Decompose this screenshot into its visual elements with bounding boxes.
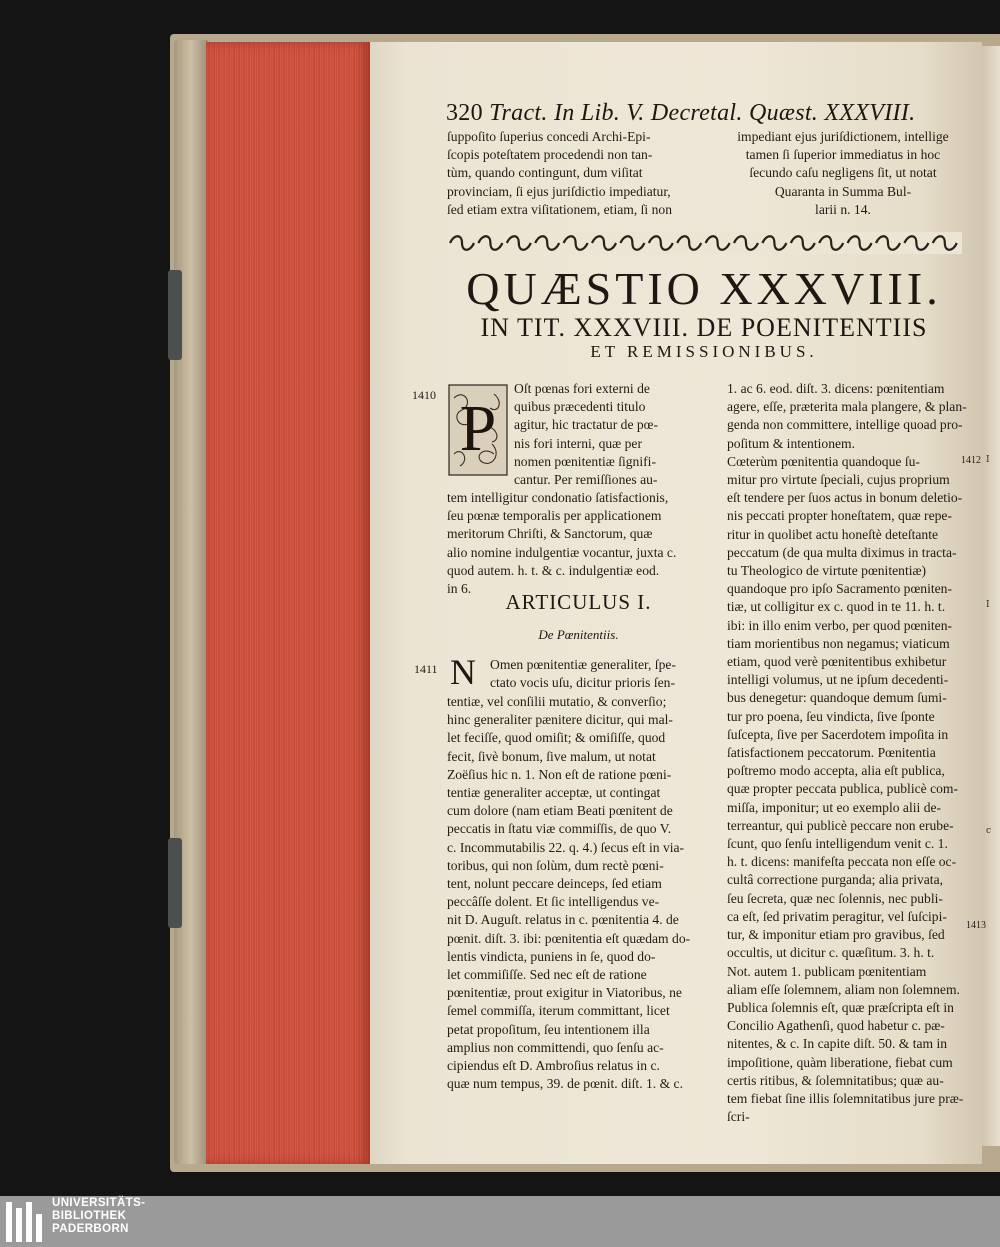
- text-line: meritorum Chriſti, & Sanctorum, quæ: [447, 526, 653, 542]
- text-line: aliam eſſe ſolemnem, aliam non ſolemnem.: [727, 981, 960, 997]
- text-line: tentiæ generaliter acceptæ, ut contingat: [447, 785, 661, 801]
- top-right-text: [720, 128, 966, 219]
- marginal-number-1412: 1412: [961, 455, 981, 466]
- clasp-bottom: [168, 838, 182, 928]
- text-line: tiæ, ut colligitur ex c. quod in te 11. h. t.: [727, 599, 946, 615]
- facing-page-sliver: [982, 46, 1000, 1146]
- paragraph-1411-first-lines: [490, 656, 712, 692]
- text-line: quæ propter peccata publica, publicè com-: [727, 781, 959, 797]
- text-line: h. t. dicens: manifeſta peccata non eſſe oc-: [727, 854, 957, 870]
- text-line: ſeu ſecreta, quæ nec ſolennis, nec publi-: [727, 890, 943, 906]
- text-line: genda non committere, intellige quoad pro-: [727, 417, 963, 433]
- question-title: QUÆSTIO XXXVIII.: [466, 263, 942, 314]
- clasp-top: [168, 270, 182, 360]
- text-line: ſed etiam extra viſitationem, etiam, ſi non: [447, 201, 672, 217]
- footer-bar: [0, 1196, 1000, 1247]
- text-line: quibus præcedenti titulo: [514, 399, 646, 415]
- text-line: pœnitentiæ, prout exigitur in Viatoribus, ne: [447, 985, 682, 1001]
- library-line-3: PADERBORN: [52, 1223, 129, 1235]
- text-line: ſuppoſito ſuperius concedi Archi-Epi-: [447, 129, 651, 144]
- text-line: ſcopis poteſtatem procedendi non tan-: [447, 147, 653, 163]
- text-line: fecit, ſivè bonum, ſive malum, ut notat: [447, 748, 656, 764]
- ornament-band: [446, 232, 962, 254]
- text-line: tu Theologico de virtute pœnitentiæ): [727, 563, 927, 579]
- text-line: ſemel commiſſa, iterum committant, licet: [447, 1003, 670, 1019]
- top-left-text: [447, 128, 709, 219]
- text-line: tent, nolunt peccare deinceps, ſed etiam: [447, 876, 662, 892]
- red-page-edges: [206, 42, 370, 1164]
- text-line: c. Incommutabilis 22. q. 4.) ſecus eſt in via-: [447, 839, 685, 855]
- text-line: in 6.: [447, 581, 472, 597]
- initial-n: N: [450, 652, 476, 692]
- text-line: cultâ correctione purganda; alia privata,: [727, 872, 944, 888]
- text-line: hinc generaliter pænitere dicitur, qui mal-: [447, 712, 673, 728]
- text-line: mitur pro virtute ſpeciali, cujus proprium: [727, 472, 950, 488]
- text-line: ſcri-: [727, 1109, 750, 1125]
- text-line: larii n. 14.: [815, 201, 871, 217]
- text-line: etiam, quod verè pœnitentibus exhibetur: [727, 654, 947, 670]
- text-line: occultis, ut dicitur c. quæſitum. 3. h. t.: [727, 945, 935, 961]
- text-line: nomen pœnitentiæ ſignifi-: [514, 453, 656, 469]
- initial-letter: P: [459, 392, 497, 465]
- text-line: nitentes, & c. In capite diſt. 50. & tam in: [727, 1036, 948, 1052]
- library-name: [52, 1197, 145, 1236]
- text-line: impediant ejus juriſdictionem, intellige: [737, 129, 949, 144]
- text-line: agere, eſſe, præterita mala plangere, & plan-: [727, 399, 967, 415]
- text-line: cipiendus eſt D. Ambroſius relatus in c.: [447, 1058, 660, 1074]
- text-line: tentiæ, vel conſilii mutatio, & converſio;: [447, 694, 667, 709]
- text-line: tur pro poena, ſeu vindicta, ſive ſponte: [727, 708, 935, 724]
- text-line: Oſt pœnas fori externi de: [514, 381, 650, 396]
- library-line-2: BIBLIOTHEK: [52, 1210, 127, 1222]
- text-line: bus denegetur: quandoque demum ſumi-: [727, 690, 947, 706]
- articulus-subheading: De Pœnitentiis.: [538, 627, 619, 642]
- text-line: tur, & imponitur etiam pro gravibus, ſed: [727, 927, 945, 943]
- running-title: Tract. In Lib. V. Decretal. Quæst. XXXVIII.: [489, 100, 916, 126]
- text-line: eſt tendere per ſuos actus in bonum deletio-: [727, 490, 963, 506]
- paragraph-1410-beside-initial: [514, 380, 710, 489]
- text-line: toribus, qui non ſolùm, dum rectè pœni-: [447, 857, 664, 873]
- title-line-2: ET REMISSIONIBUS.: [590, 342, 818, 361]
- text-line: ſatisfactionem peccatorum. Pœnitentia: [727, 745, 936, 761]
- text-line: terreantur, qui publicè peccare non erube-: [727, 817, 954, 833]
- text-line: miſſa, imponitur; ut eo exemplo alii de-: [727, 799, 942, 815]
- text-line: ritur in quolibet actu honeſtè deteſtante: [727, 526, 939, 542]
- text-line: tiam morientibus non negamus; viaticum: [727, 635, 950, 651]
- text-line: agitur, hic tractatur de pœ-: [514, 417, 659, 433]
- text-line: tem intelligitur condonatio ſatisfactionis,: [447, 490, 669, 505]
- text-line: quod autem. h. t. & c. indulgentiæ eod.: [447, 562, 660, 578]
- text-line: Concilio Agathenſi, quod habetur c. pæ-: [727, 1018, 945, 1034]
- text-line: ſecundo caſu negligens ſit, ut notat: [749, 165, 937, 181]
- text-line: Publica ſolemnis eſt, quæ præſcripta eſt in: [727, 999, 954, 1015]
- text-line: 1. ac 6. eod. diſt. 3. dicens: pœnitentiam: [727, 381, 945, 396]
- text-line: Not. autem 1. publicam pœnitentiam: [727, 963, 927, 979]
- library-logo-icon: [4, 1200, 48, 1244]
- text-line: tùm, quando contingunt, dum viſitat: [447, 165, 643, 181]
- marginal-number-1410: 1410: [412, 388, 436, 402]
- text-line: quæ num tempus, 39. de pœnit. diſt. 1. & c.: [447, 1076, 683, 1092]
- text-line: ſuſcepta, ſive per Sacerdotem impoſita in: [727, 726, 949, 742]
- page-number: 320: [446, 100, 483, 126]
- text-line: nit D. Auguſt. relatus in c. pœnitentia 4. de: [447, 912, 679, 928]
- library-line-1: UNIVERSITÄTS-: [52, 1197, 146, 1209]
- paragraph-1411: [447, 693, 710, 1093]
- book-board-edge: [174, 40, 208, 1164]
- paragraph-1410: [447, 489, 710, 598]
- facing-page-mark: I: [986, 600, 990, 610]
- text-line: let feciſſe, quod omiſit; & omiſiſſe, quod: [447, 730, 666, 746]
- text-line: provinciam, ſi ejus juriſdictio impediatur,: [447, 183, 671, 199]
- foliage-ornament-icon: [448, 384, 508, 476]
- text-line: petat propoſitum, ſeu intentionem illa: [447, 1021, 650, 1037]
- text-line: ſcunt, quo ſenſu intelligendum venit c. 1.: [727, 836, 948, 852]
- text-line: Omen pœnitentiæ generaliter, ſpe-: [490, 657, 676, 672]
- facing-page-mark: I: [986, 455, 990, 465]
- text-line: certis ritibus, & ſolemnitatibus; quæ au-: [727, 1072, 944, 1088]
- text-line: quandoque pro ipſo Sacramento pœniten-: [727, 581, 952, 597]
- text-line: Zoëſius hic n. 1. Non eſt de ratione pœni-: [447, 766, 672, 782]
- text-line: tamen ſi ſuperior immediatus in hoc: [745, 147, 941, 163]
- marginal-number-1413: 1413: [966, 920, 986, 931]
- text-line: lentis vindicta, puniens in ſe, quod do-: [447, 948, 656, 964]
- text-line: ſeu pœnæ temporalis per applicationem: [447, 508, 662, 524]
- text-line: peccâſſe dolent. Et ſic intelligendus ve-: [447, 894, 660, 910]
- running-head: [446, 100, 958, 127]
- text-line: nis fori interni, quæ per: [514, 435, 642, 451]
- text-line: ctato vocis uſu, dicitur prioris ſen-: [490, 675, 675, 691]
- articulus-heading: ARTICULUS I.: [505, 590, 652, 614]
- text-line: let commiſiſſe. Sed nec eſt de ratione: [447, 967, 647, 983]
- marginal-number-1411: 1411: [414, 662, 438, 676]
- text-line: nis peccati propter honeſtatem, quæ repe-: [727, 508, 952, 524]
- text-line: cum dolore (nam etiam Beati pœnitent de: [447, 803, 673, 819]
- text-line: ibi: in illo enim verbo, per quod pœniten-: [727, 617, 953, 633]
- text-line: alio nomine indulgentiæ vocantur, juxta c.: [447, 544, 677, 560]
- text-line: peccatis in ſtatu viæ commiſſis, de quo V.: [447, 821, 672, 837]
- text-line: poſtremo modo accepta, alia eſt publica,: [727, 763, 945, 779]
- decorated-initial-p: [448, 384, 508, 476]
- text-line: peccatum (de qua multa diximus in tracta-: [727, 544, 957, 560]
- text-line: tem fiebat ſine illis ſolemnitatibus jure præ-: [727, 1090, 964, 1106]
- right-column-text: [727, 380, 967, 1126]
- text-line: intelligi volumus, ut ne ipſum decedenti-: [727, 672, 949, 688]
- text-line: amplius non committendi, quo ſenſu ac-: [447, 1039, 664, 1055]
- text-line: Quaranta in Summa Bul-: [774, 183, 912, 199]
- text-line: impoſitione, quàm liberatione, fiebat cum: [727, 1054, 953, 1070]
- title-line-1: IN TIT. XXXVIII. DE POENITENTIIS: [480, 313, 928, 342]
- text-line: pœnit. diſt. 3. ibi: pœnitentia eſt quædam do-: [447, 930, 691, 946]
- facing-page-mark: c: [986, 826, 992, 836]
- text-line: poſitum & intentionem.: [727, 435, 855, 451]
- text-line: cantur. Per remiſſiones au-: [514, 472, 658, 488]
- text-line: ca eſt, ſed privatim peragitur, vel ſuſcipi-: [727, 908, 947, 924]
- text-line: Cœterùm pœnitentia quandoque ſu-: [727, 453, 920, 469]
